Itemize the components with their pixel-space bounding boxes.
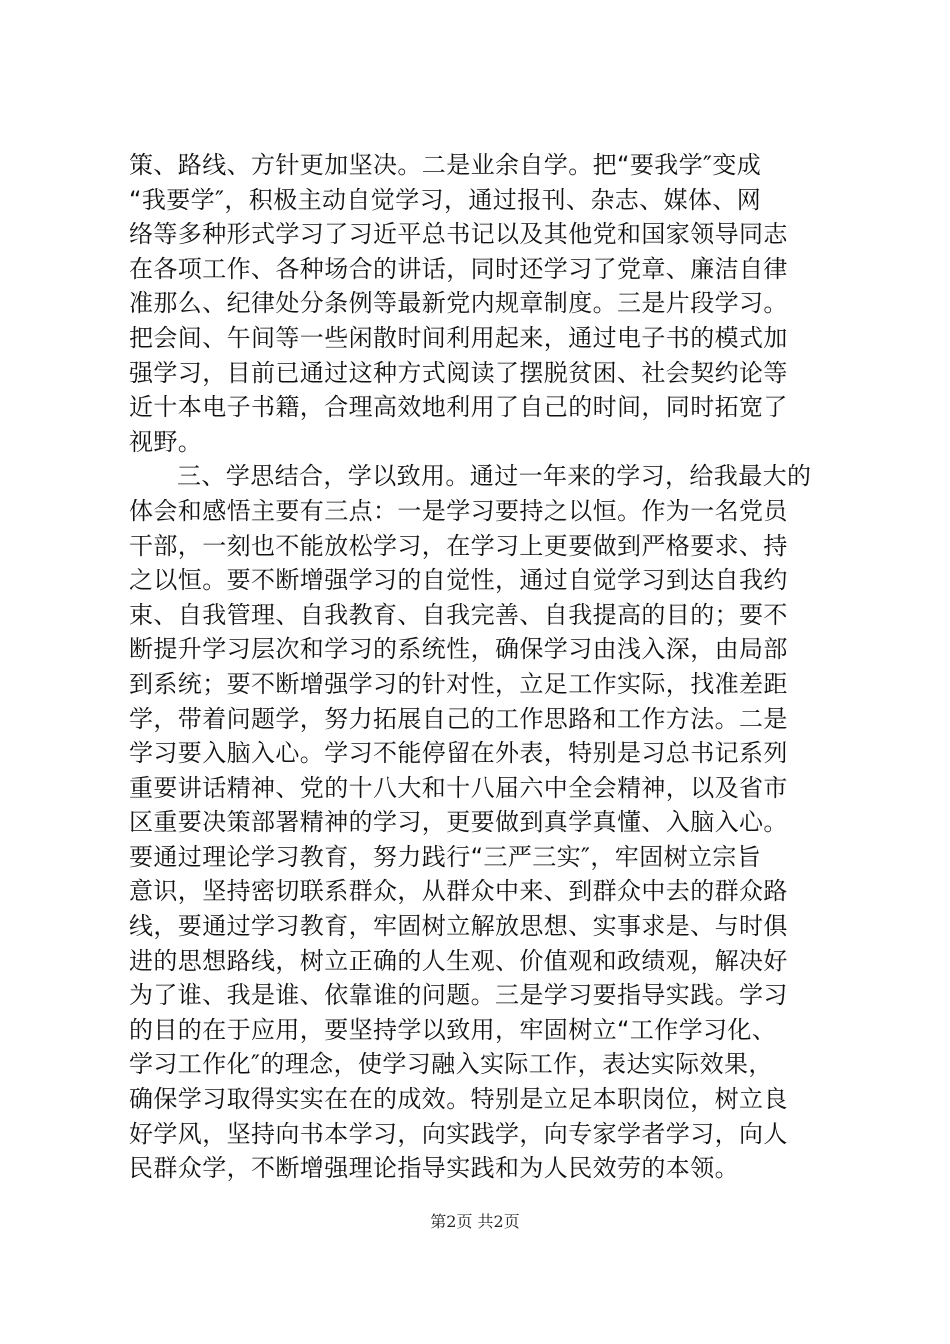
text-line: 视野。 (129, 427, 203, 456)
text-line: 准那么、纪律处分条例等最新党内规章制度。三是片段学习。 (129, 289, 788, 318)
text-line: 学习要入脑入心。学习不能停留在外表，特别是习总书记系列 (129, 739, 788, 768)
text-line: 的目的在于应用，要坚持学以致用，牢固树立“工作学习化、 (129, 1015, 777, 1044)
text-line: 进的思想路线，树立正确的人生观、价值观和政绩观，解决好 (129, 946, 788, 975)
text-line: 近十本电子书籍，合理高效地利用了自己的时间，同时拓宽了 (129, 393, 788, 422)
text-line: 区重要决策部署精神的学习，更要做到真学真懂、入脑入心。 (129, 808, 788, 837)
text-line: 到系统；要不断增强学习的针对性，立足工作实际，找准差距 (129, 669, 788, 698)
text-line: 策、路线、方针更加坚决。二是业余自学。把“要我学″变成 (129, 151, 762, 179)
page-number-footer: 第2页 共2页 (430, 1212, 520, 1231)
text-line: 体会和感悟主要有三点：一是学习要持之以恒。作为一名党员 (129, 496, 788, 525)
text-line: 在各项工作、各种场合的讲话，同时还学习了党章、廉洁自律 (129, 254, 788, 283)
text-line: 束、自我管理、自我教育、自我完善、自我提高的目的；要不 (129, 600, 788, 629)
text-line: 干部，一刻也不能放松学习，在学习上更要做到严格要求、持 (129, 531, 788, 560)
text-line: 络等多种形式学习了习近平总书记以及其他党和国家领导同志 (129, 220, 788, 249)
text-line: 意识，坚持密切联系群众，从群众中来、到群众中去的群众路 (129, 877, 788, 906)
text-line: “我要学″，积极主动自觉学习，通过报刊、杂志、媒体、网 (129, 185, 762, 214)
text-line: 强学习，目前已通过这种方式阅读了摆脱贫困、社会契约论等 (129, 358, 788, 387)
text-line: 要通过理论学习教育，努力践行“三严三实″，牢固树立宗旨 (129, 842, 762, 871)
text-line: 学习工作化″的理念，使学习融入实际工作，表达实际效果， (129, 1050, 773, 1079)
text-line: 重要讲话精神、党的十八大和十八届六中全会精神，以及省市 (129, 773, 788, 802)
text-line: 为了谁、我是谁、依靠谁的问题。三是学习要指导实践。学习 (129, 981, 788, 1010)
text-line: 把会间、午间等一些闲散时间利用起来，通过电子书的模式加 (129, 323, 788, 352)
body-text (129, 148, 829, 1186)
paragraph-start-line: 三、学思结合，学以致用。通过一年来的学习，给我最大的 (177, 462, 812, 491)
text-line: 民群众学，不断增强理论指导实践和为人民效劳的本领。 (129, 1154, 739, 1183)
text-line: 确保学习取得实实在在的成效。特别是立足本职岗位，树立良 (129, 1085, 788, 1114)
text-line: 断提升学习层次和学习的系统性，确保学习由浅入深，由局部 (129, 635, 788, 664)
text-line: 学，带着问题学，努力拓展自己的工作思路和工作方法。二是 (129, 704, 788, 733)
text-line: 线，要通过学习教育，牢固树立解放思想、实事求是、与时俱 (129, 912, 788, 941)
text-line: 之以恒。要不断增强学习的自觉性，通过自觉学习到达自我约 (129, 566, 788, 595)
text-line: 好学风，坚持向书本学习，向实践学，向专家学者学习，向人 (129, 1119, 788, 1148)
